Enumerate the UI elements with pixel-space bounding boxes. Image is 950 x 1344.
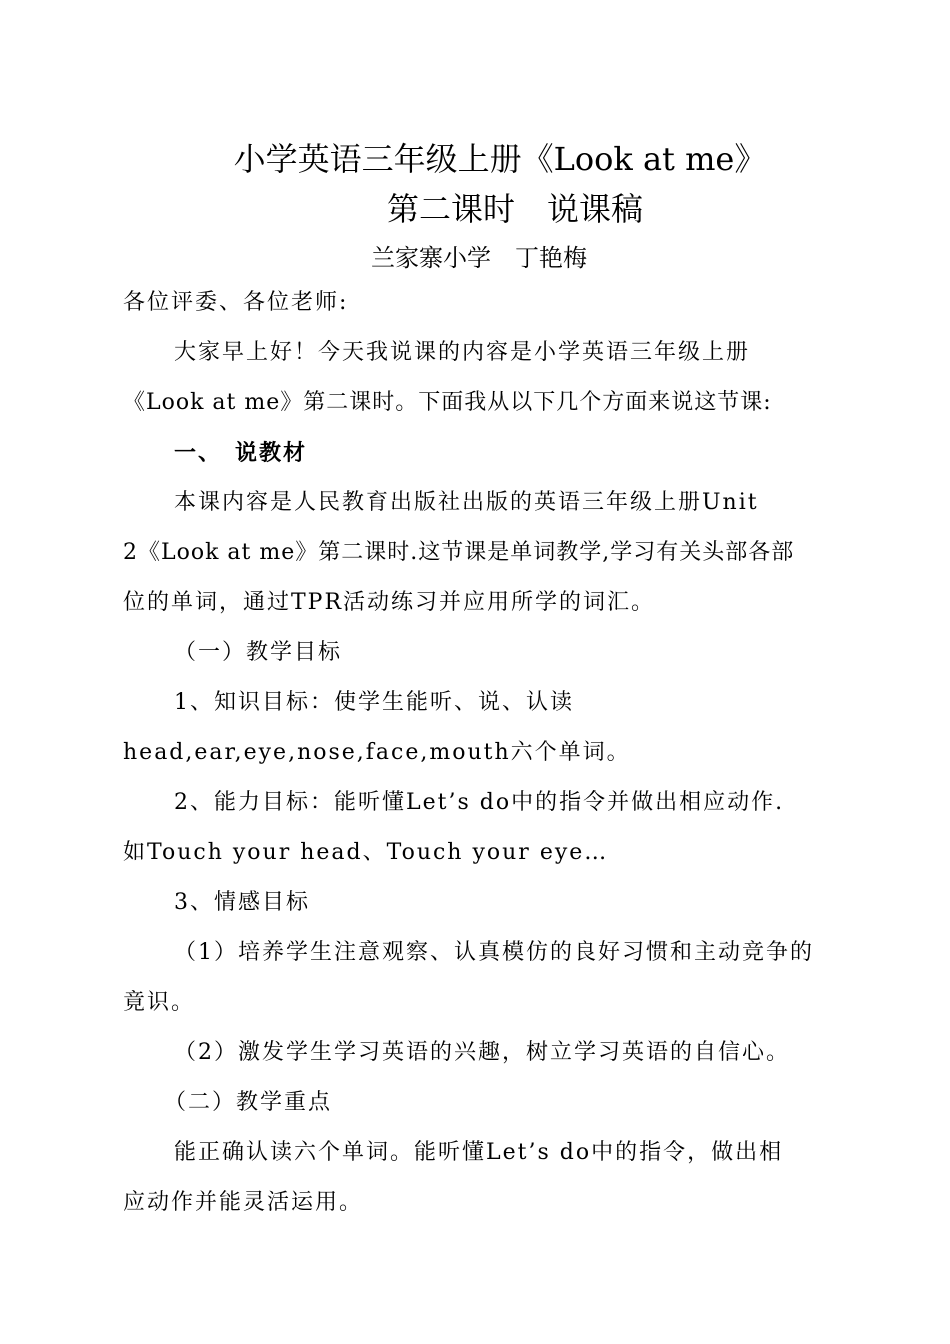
- objective-knowledge-words: head,ear,eye,nose,face,mouth六个单词。: [123, 740, 631, 765]
- materials-line-2: 2《Look at me》第二课时.这节课是单词教学,学习有关头部各部: [123, 540, 795, 565]
- key-points-line-2: 应动作并能灵活运用。: [123, 1190, 364, 1215]
- objective-ability: 2、能力目标：能听懂Let’s do中的指令并做出相应动作.: [174, 790, 785, 815]
- section-heading-materials: 一、 说教材: [174, 440, 308, 466]
- subheading-objectives: （一）教学目标: [174, 640, 343, 665]
- objective-ability-example: 如Touch your head、Touch your eye…: [123, 840, 609, 865]
- emotion-item-1-cont: 竟识。: [123, 990, 196, 1015]
- subheading-key-points: （二）教学重点: [164, 1090, 333, 1115]
- emotion-item-1: （1）培养学生注意观察、认真模仿的良好习惯和主动竞争的: [174, 940, 814, 965]
- emotion-item-2: （2）激发学生学习英语的兴趣，树立学习英语的自信心。: [174, 1040, 790, 1065]
- document-subtitle: 第二课时 说课稿: [386, 190, 643, 228]
- materials-line-1: 本课内容是人民教育出版社出版的英语三年级上册Unit: [174, 490, 759, 515]
- objective-knowledge: 1、知识目标：使学生能听、说、认读: [174, 690, 574, 715]
- intro-line-1: 大家早上好！今天我说课的内容是小学英语三年级上册: [174, 340, 751, 365]
- key-points-line-1: 能正确认读六个单词。能听懂Let’s do中的指令，做出相: [174, 1140, 784, 1165]
- author-line: 兰家寨小学 丁艳梅: [371, 244, 587, 272]
- objective-emotion: 3、情感目标: [174, 890, 310, 915]
- intro-line-2: 《Look at me》第二课时。下面我从以下几个方面来说这节课:: [123, 390, 772, 415]
- salutation: 各位评委、各位老师:: [123, 290, 349, 315]
- materials-line-3: 位的单词，通过TPR活动练习并应用所学的词汇。: [123, 590, 656, 615]
- document-title: 小学英语三年级上册《Look at me》: [233, 140, 767, 178]
